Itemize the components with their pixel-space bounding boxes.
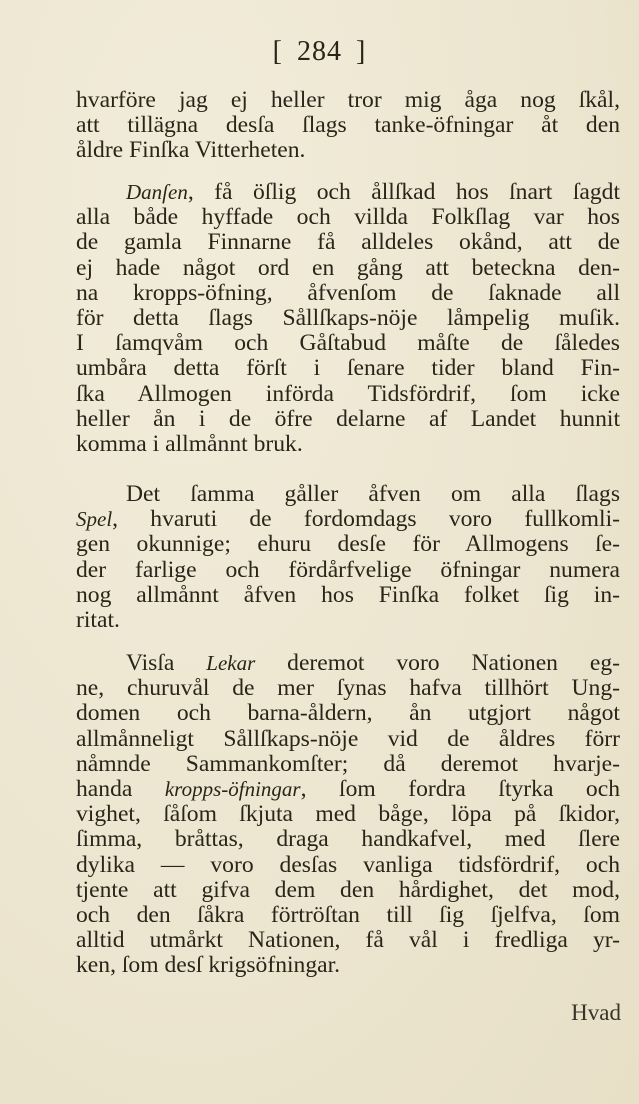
paragraph bbox=[76, 180, 620, 457]
text-line: åldre Finſka Vitterheten. bbox=[76, 137, 306, 164]
text-line: Visſa Lekar deremot voro Nationen eg- bbox=[126, 650, 620, 676]
italic-term: Spel bbox=[76, 507, 113, 532]
text-line: I ſamqvåm och Gåſtabud måſte de ſåledes bbox=[76, 330, 620, 357]
text-line: och den ſåkra förtröſtan till ſig ſjelfva, ſom bbox=[76, 902, 620, 929]
text-line: heller ån i de öfre delarne af Landet hunnit bbox=[76, 405, 620, 432]
text-line: nåmnde Sammankomſter; då deremot hvarje- bbox=[76, 750, 620, 777]
paragraph bbox=[76, 482, 620, 633]
text-line: alla både hyffade och villda Folkſlag var hos bbox=[76, 204, 620, 231]
text-line: ken, ſom desſ krigsöfningar. bbox=[76, 952, 341, 979]
text-line: ſimma, bråttas, draga handkafvel, med ſlere bbox=[76, 826, 620, 853]
text-line: att tillägna desſa ſlags tanke-öfningar åt den bbox=[76, 112, 620, 139]
text-line: der farlige och fördårfvelige öfningar numera bbox=[76, 556, 620, 583]
text-line: ne, churuvål de mer ſynas hafva tillhört Ung- bbox=[76, 675, 620, 702]
italic-term: kropps-öfningar bbox=[164, 777, 301, 802]
text-line: gen okunnige; ehuru desſe för Allmogens ſe- bbox=[76, 531, 620, 558]
text-line: de gamla Finnarne få alldeles okånd, att de bbox=[76, 229, 620, 256]
text-line: Det ſamma gåller åfven om alla ſlags bbox=[126, 481, 620, 507]
paragraph bbox=[76, 651, 620, 979]
text-line: hvarföre jag ej heller tror mig åga nog ſkål, bbox=[76, 87, 620, 113]
text-line: umbåra detta förſt i ſenare tider bland Fin- bbox=[76, 355, 620, 382]
italic-term: Lekar bbox=[206, 651, 256, 675]
paragraph bbox=[76, 88, 620, 164]
catchword: Hvad bbox=[571, 1000, 621, 1025]
text-line: vighet, ſåſom ſkjuta med båge, löpa på ſkidor, bbox=[76, 801, 620, 828]
text-line: handa kropps-öfningar, ſom fordra ſtyrka och bbox=[76, 776, 621, 803]
text-line: dylika — voro desſas vanliga tidsfördrif, och bbox=[76, 851, 620, 878]
text-line: alltid utmårkt Nationen, få vål i fredliga yr- bbox=[76, 927, 620, 954]
text-line: nog allmånnt åfven hos Finſka folket ſig in- bbox=[76, 581, 620, 608]
page-number-header bbox=[0, 36, 639, 68]
text-line: domen och barna-åldern, ån utgjort något bbox=[76, 700, 620, 727]
left-bracket: [ bbox=[272, 36, 283, 67]
right-bracket: ] bbox=[356, 36, 367, 67]
text-line: tjente att gifva dem den hårdighet, det mod, bbox=[76, 876, 620, 903]
text-line: ej hade något ord en gång att beteckna den- bbox=[76, 254, 620, 281]
text-line: ſka Allmogen införda Tidsfördrif, ſom icke bbox=[76, 380, 620, 407]
page-number: 284 bbox=[297, 36, 342, 67]
text-line: ritat. bbox=[76, 607, 120, 634]
text-line: Danſen, få öſlig och ållſkad hos ſnart ſagdt bbox=[126, 179, 620, 205]
text-line: komma i allmånnt bruk. bbox=[76, 431, 303, 458]
text-line: allmånneligt Sållſkaps-nöje vid de åldres förr bbox=[76, 725, 620, 752]
italic-term: Danſen bbox=[126, 180, 188, 204]
text-line: för detta ſlags Sållſkaps-nöje låmpelig muſik. bbox=[76, 305, 620, 332]
text-line: Spel, hvaruti de fordomdags voro fullkomli- bbox=[76, 506, 620, 533]
text-line: na kropps-öfning, åfvenſom de ſaknade all bbox=[76, 279, 620, 306]
